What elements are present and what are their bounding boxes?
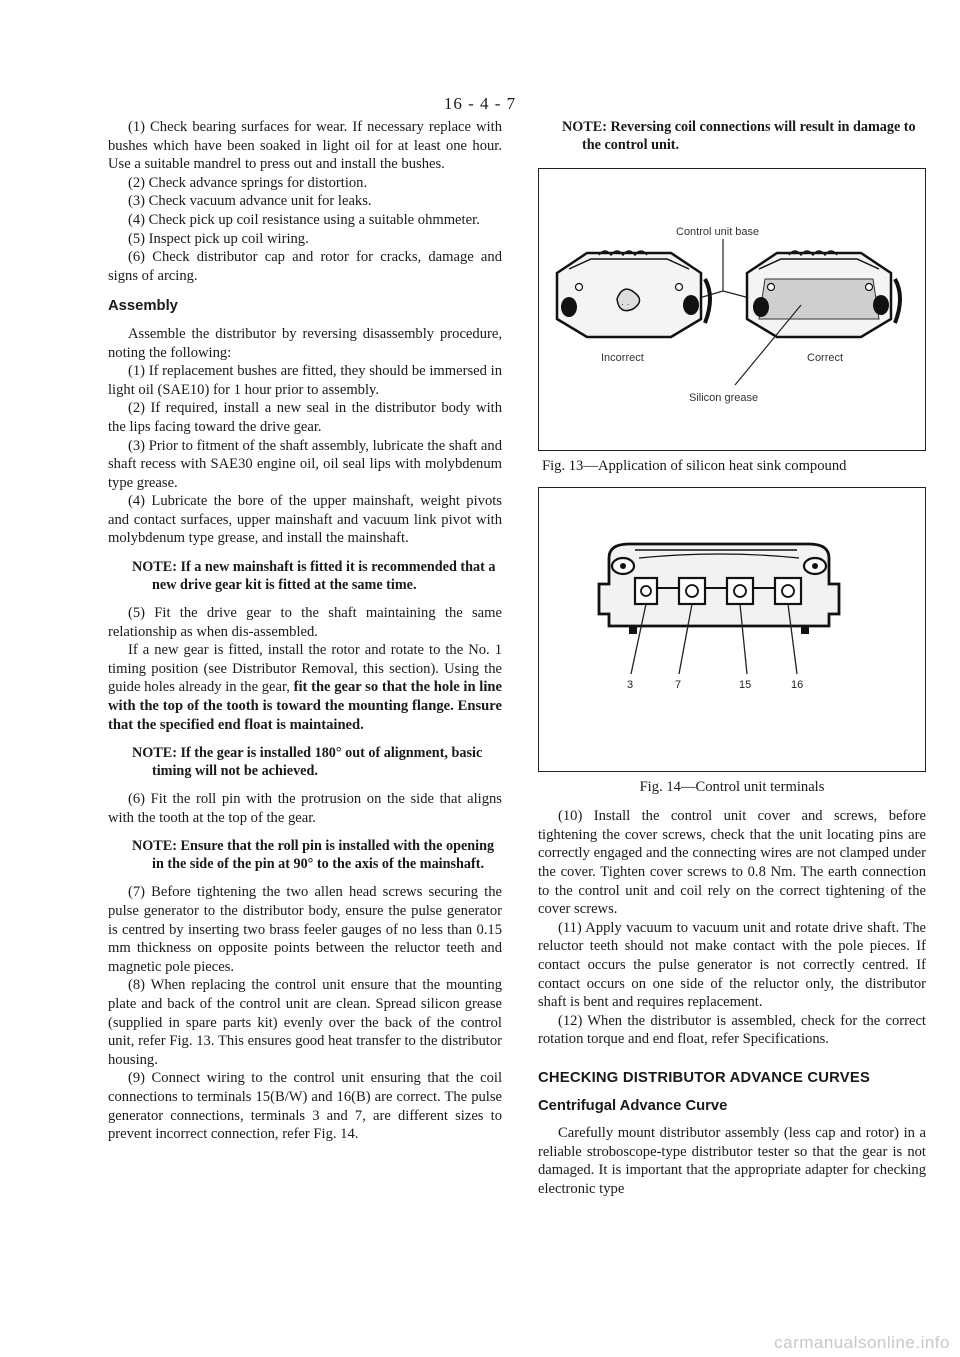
step-5-bold-text: fit the gear so that the hole in line with the top of the tooth is toward the mounting flange. Ensure that the specified end float is maintained. <box>108 679 502 733</box>
assembly-step-5-detail <box>108 641 502 734</box>
assembly-step-5: (5) Fit the drive gear to the shaft maintaining the same relationship as when dis-assembled. <box>108 605 502 640</box>
right-column <box>538 118 926 1198</box>
assembly-step-7: (7) Before tightening the two allen head screws securing the pulse generator to the distributor body, ensure the pulse generator is centred by inserting two brass feeler gauges of no less than 0.15 mm thickness on opposite points between the reluctor teeth and magnetic pole pieces. <box>108 884 502 975</box>
paragraph-inspect-wiring: (5) Inspect pick up coil wiring. <box>128 230 309 247</box>
label-control-unit-base: Control unit base <box>676 226 760 238</box>
figure-14 <box>538 487 926 772</box>
terminal-label-7: 7 <box>675 678 682 691</box>
paragraph-check-springs: (2) Check advance springs for distortion. <box>128 174 368 191</box>
centrifugal-advance-heading: Centrifugal Advance Curve <box>538 1097 728 1114</box>
note-gear-alignment: NOTE: If the gear is installed 180° out of alignment, basic timing will not be achieved. <box>132 745 483 780</box>
paragraph-check-bearing: (1) Check bearing surfaces for wear. If necessary replace with bushes which have been soaked in light oil for at least one hour. Use a suitable mandrel to press out and install the bushes. <box>108 119 502 173</box>
assembly-step-9: (9) Connect wiring to the control unit ensuring that the coil connections to terminals 15(B/W) and 16(B) are correct. The pulse generator connections, terminals 3 and 7, are different sizes to prevent incorrect connection, refer Fig. 14. <box>108 1070 502 1143</box>
step-5-plain-text: If a new gear is fitted, install the rotor and rotate to the No. 1 timing position (see Distributor Removal, this section). Using the guide holes already in the gear, <box>108 642 502 696</box>
assembly-step-6: (6) Fit the roll pin with the protrusion on the side that aligns with the tooth at the top of the gear. <box>108 791 502 826</box>
paragraph-check-cap-rotor: (6) Check distributor cap and rotor for cracks, damage and signs of arcing. <box>108 249 502 284</box>
figure-13-caption: Fig. 13—Application of silicon heat sink compound <box>542 458 847 474</box>
figure-14-caption: Fig. 14—Control unit terminals <box>639 778 825 795</box>
terminal-label-15: 15 <box>739 678 752 691</box>
label-incorrect: Incorrect <box>601 352 644 364</box>
assembly-step-11: (11) Apply vacuum to vacuum unit and rotate drive shaft. The reluctor teeth should not make contact with the pole pieces. If contact occurs the pulse generator is not correctly centred. If contact occurs on one side of the reluctor only, the distributor shaft is bent and requires replacement. <box>538 919 926 1011</box>
checking-advance-curves-heading: CHECKING DISTRIBUTOR ADVANCE CURVES <box>538 1069 871 1086</box>
figure-14-illustration <box>539 488 924 771</box>
svg-text:· ·: · · <box>621 299 630 309</box>
note-coil-reversal: NOTE: Reversing coil connections will result in damage to the control unit. <box>562 119 916 153</box>
footer-watermark: carmanualsonline.info <box>774 1333 950 1352</box>
note-new-mainshaft: NOTE: If a new mainshaft is fitted it is recommended that a new drive gear kit is fitted at the same time. <box>132 559 496 594</box>
left-column <box>108 118 502 1144</box>
assembly-step-12: (12) When the distributor is assembled, check for the correct rotation torque and end float, refer Specifications. <box>538 1012 926 1048</box>
control-unit-terminal-drawing <box>599 544 839 634</box>
assembly-intro: Assemble the distributor by reversing disassembly procedure, noting the following: <box>108 325 502 361</box>
assembly-heading: Assembly <box>108 298 178 315</box>
assembly-step-3: (3) Prior to fitment of the shaft assembly, lubricate the shaft and shaft recess with SAE30 engine oil, oil seal lips with molybdenum type grease. <box>108 437 502 491</box>
paragraph-check-vacuum: (3) Check vacuum advance unit for leaks. <box>128 193 372 210</box>
assembly-step-2: (2) If required, install a new seal in the distributor body with the lips facing toward the drive gear. <box>108 400 502 435</box>
assembly-step-1: (1) If replacement bushes are fitted, they should be immersed in light oil (SAE10) for 1 hour prior to assembly. <box>108 363 502 398</box>
centrifugal-paragraph: Carefully mount distributor assembly (less cap and rotor) in a reliable stroboscope-type distributor tester so that the gear is not damaged. It is important that the appropriate adapter for checking electronic type <box>538 1125 926 1197</box>
assembly-step-4: (4) Lubricate the bore of the upper mainshaft, weight pivots and contact surfaces, upper mainshaft and vacuum link pivot with molybdenum type grease, and install the mainshaft. <box>108 493 502 547</box>
paragraph-check-coil-resistance: (4) Check pick up coil resistance using a suitable ohmmeter. <box>128 211 480 228</box>
figure-13 <box>538 168 926 451</box>
assembly-step-8: (8) When replacing the control unit ensure that the mounting plate and back of the control unit are clean. Spread silicon grease (supplied in spare parts kit) evenly over the back of the control unit, refer Fig. 13. This ensures good heat transfer to the distributor housing. <box>108 977 502 1068</box>
figure-13-illustration <box>539 169 924 450</box>
label-silicon-grease: Silicon grease <box>689 392 759 404</box>
correct-unit-drawing <box>747 251 900 337</box>
incorrect-unit-drawing <box>557 251 701 337</box>
assembly-step-10: (10) Install the control unit cover and screws, before tightening the cover screws, check that the unit locating pins are correctly engaged and the connecting wires are not clamped under the cover. Tighten cover screws to 0.8 Nm. The earth connection to the control unit and coil rely on the correct tightening of the cover screws. <box>538 808 926 918</box>
label-correct: Correct <box>807 352 844 364</box>
note-roll-pin: NOTE: Ensure that the roll pin is installed with the opening in the side of the pin at 90° to the axis of the mainshaft. <box>132 838 495 873</box>
page-number: 16 - 4 - 7 <box>443 94 517 113</box>
terminal-label-3: 3 <box>627 678 634 691</box>
terminal-label-16: 16 <box>791 678 804 691</box>
